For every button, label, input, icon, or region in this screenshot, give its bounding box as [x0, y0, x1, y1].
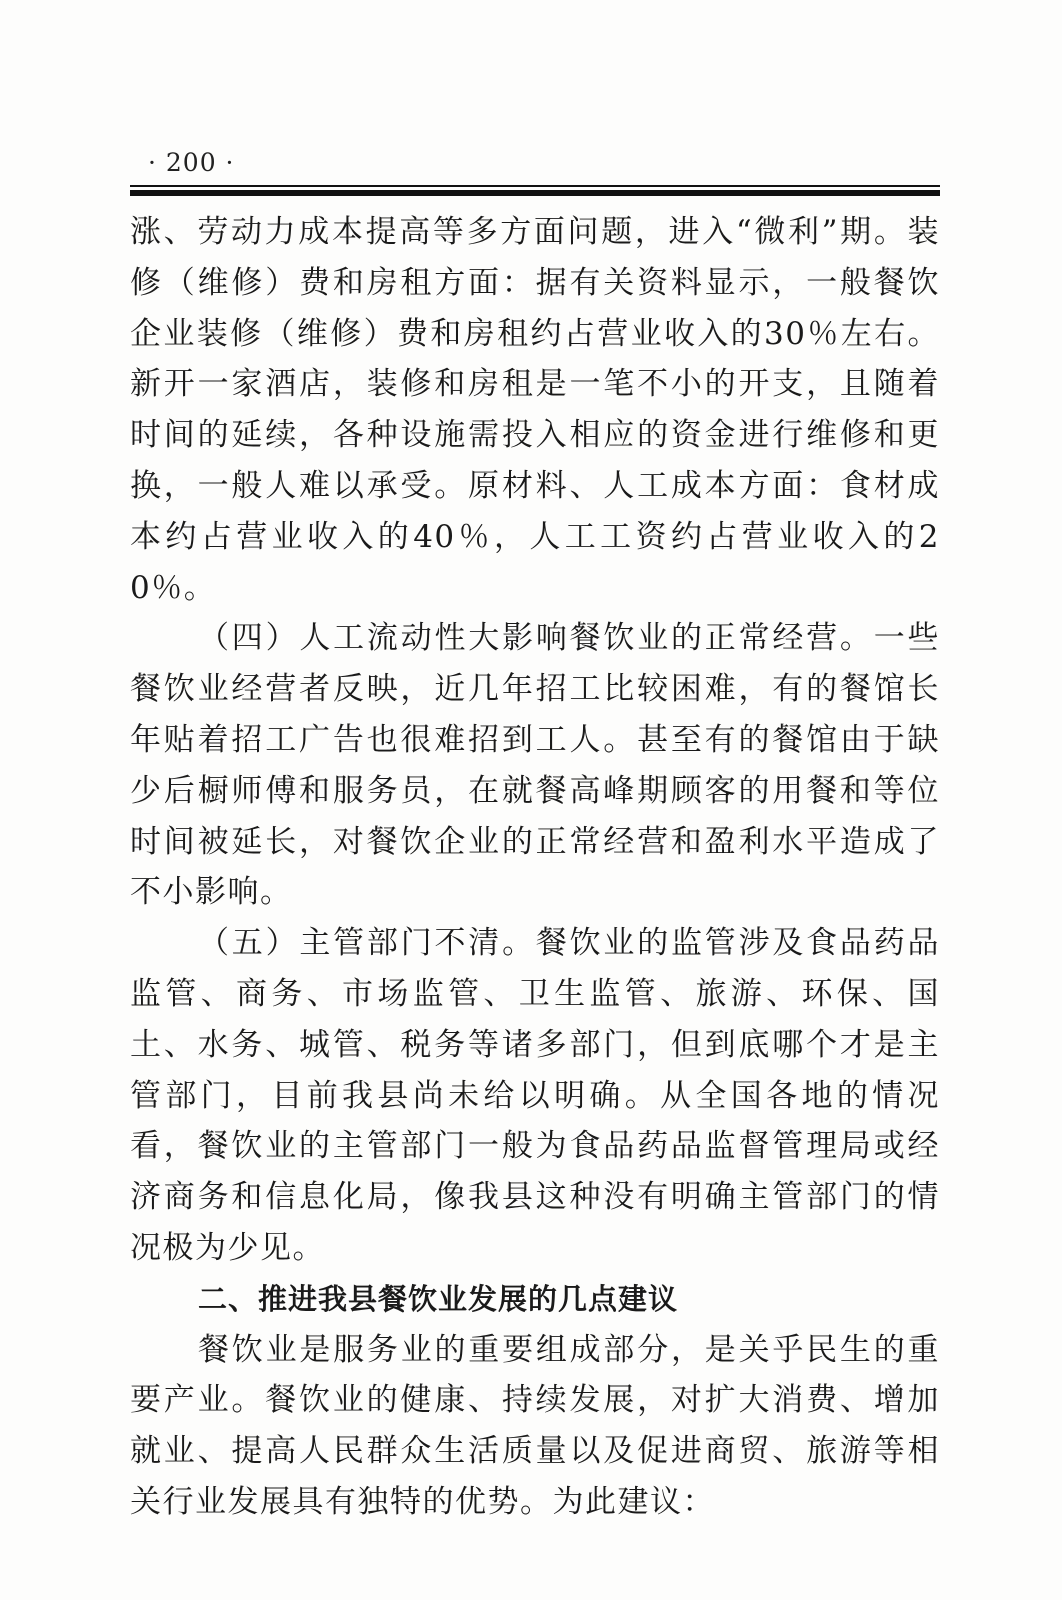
paragraph-regulatory-authority: （五）主管部门不清。餐饮业的监管涉及食品药品监管、商务、市场监管、卫生监管、旅游、环保、国土、水务、城管、税务等诸多部门，但到底哪个才是主管部门，目前我县尚未给以明确。从全国各地的情况看，餐饮业的主管部门一般为食品药品监督管理局或经济商务和信息化局，像我县这种没有明确主管部门的情况极为少见。 — [130, 925, 940, 1266]
paragraph-suggestions-intro: 餐饮业是服务业的重要组成部分，是关乎民生的重要产业。餐饮业的健康、持续发展，对扩大消费、增加就业、提高人民群众生活质量以及促进商贸、旅游等相关行业发展具有独特的优势。为此建议： — [130, 1331, 940, 1520]
paragraph-continued: 涨、劳动力成本提高等多方面问题，进入“微利”期。装修（维修）费和房租方面：据有关资料显示，一般餐饮企业装修（维修）费和房租约占营业收入的30％左右。新开一家酒店，装修和房租是一笔不小的开支，且随着时间的延续，各种设施需投入相应的资金进行维修和更换，一般人难以承受。原材料、人工成本方面：食材成本约占营业收入的40％，人工工资约占营业收入的20％。 — [130, 214, 940, 606]
page-number: · 200 · — [148, 148, 235, 177]
header-rule-thick — [130, 190, 940, 196]
body-text — [130, 207, 940, 1528]
section-heading: 二、推进我县餐饮业发展的几点建议 — [198, 1281, 679, 1316]
paragraph-staff-turnover: （四）人工流动性大影响餐饮业的正常经营。一些餐饮业经营者反映，近几年招工比较困难，有的餐馆长年贴着招工广告也很难招到工人。甚至有的餐馆由于缺少后橱师傅和服务员，在就餐高峰期顾客的用餐和等位时间被延长，对餐饮企业的正常经营和盈利水平造成了不小影响。 — [130, 620, 940, 911]
header-rule-thin — [130, 185, 940, 187]
